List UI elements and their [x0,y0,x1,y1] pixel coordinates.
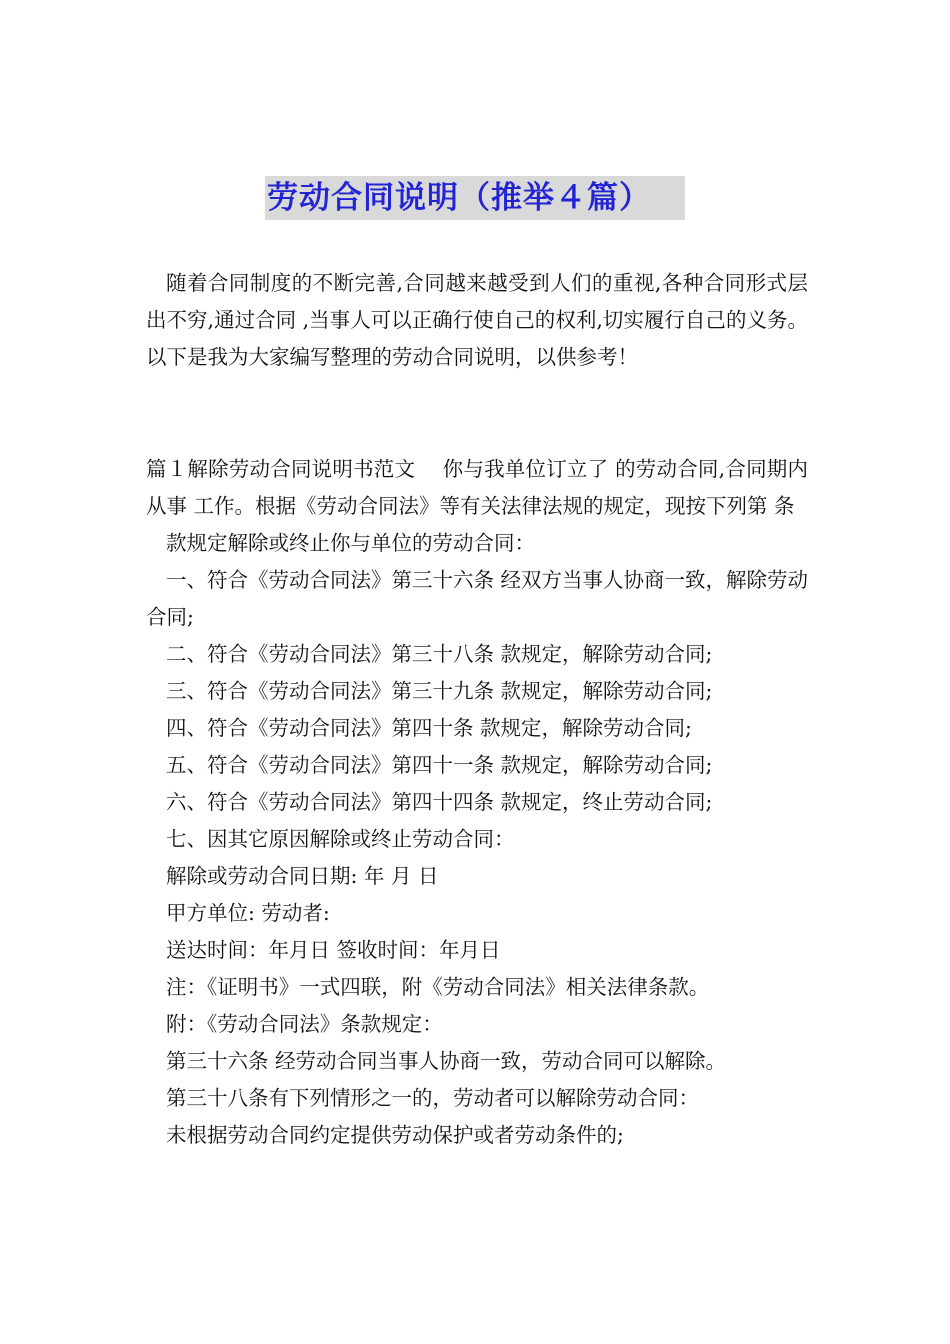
article-line: 第三十八条有下列情形之一的，劳动者可以解除劳动合同： [166,1086,699,1110]
clause-line: 四、符合《劳动合同法》第四十条 款规定，解除劳动合同; [166,716,692,740]
clause-line: 七、因其它原因解除或终止劳动合同： [166,827,515,851]
delivery-line: 送达时间：年月日 签收时间：年月日 [166,938,501,962]
appendix-line: 附：《劳动合同法》条款规定： [166,1012,443,1036]
clause-line: 一、符合《劳动合同法》第三十六条 经双方当事人协商一致，解除劳动合同; [146,568,809,629]
article-line: 第三十六条 经劳动合同当事人协商一致，劳动合同可以解除。 [166,1049,727,1073]
section-1-heading-paragraph: 篇１解除劳动合同说明书范文 你与我单位订立了 的劳动合同,合同期内从事 工作。根据《劳动合同法》等有关法律法规的规定，现按下列第 条 [146,457,808,518]
article-line: 未根据劳动合同约定提供劳动保护或者劳动条件的; [166,1123,624,1147]
clause-line: 三、符合《劳动合同法》第三十九条 款规定，解除劳动合同; [166,679,713,703]
clause-line: 六、符合《劳动合同法》第四十四条 款规定，终止劳动合同; [166,790,713,814]
main-section [146,451,808,1154]
intro-paragraph: 随着合同制度的不断完善,合同越来越受到人们的重视,各种合同形式层出不穷,通过合同 ,当事人可以正确行使自己的权利,切实履行自己的义务。以下是我为大家编写整理的劳动合同说明，以供参考！ [146,271,808,369]
clause-line: 五、符合《劳动合同法》第四十一条 款规定，解除劳动合同; [166,753,713,777]
body-line: 款规定解除或终止你与单位的劳动合同： [166,531,535,555]
note-line: 注：《证明书》一式四联，附《劳动合同法》相关法律条款。 [166,975,710,999]
parties-line: 甲方单位: 劳动者: [166,901,330,925]
date-line: 解除或劳动合同日期: 年 月 日 [166,864,439,888]
clause-line: 二、符合《劳动合同法》第三十八条 款规定，解除劳动合同; [166,642,713,666]
page-title: 劳动合同说明（推举４篇） [265,176,685,220]
intro-section [146,265,808,376]
title-container [0,176,950,220]
